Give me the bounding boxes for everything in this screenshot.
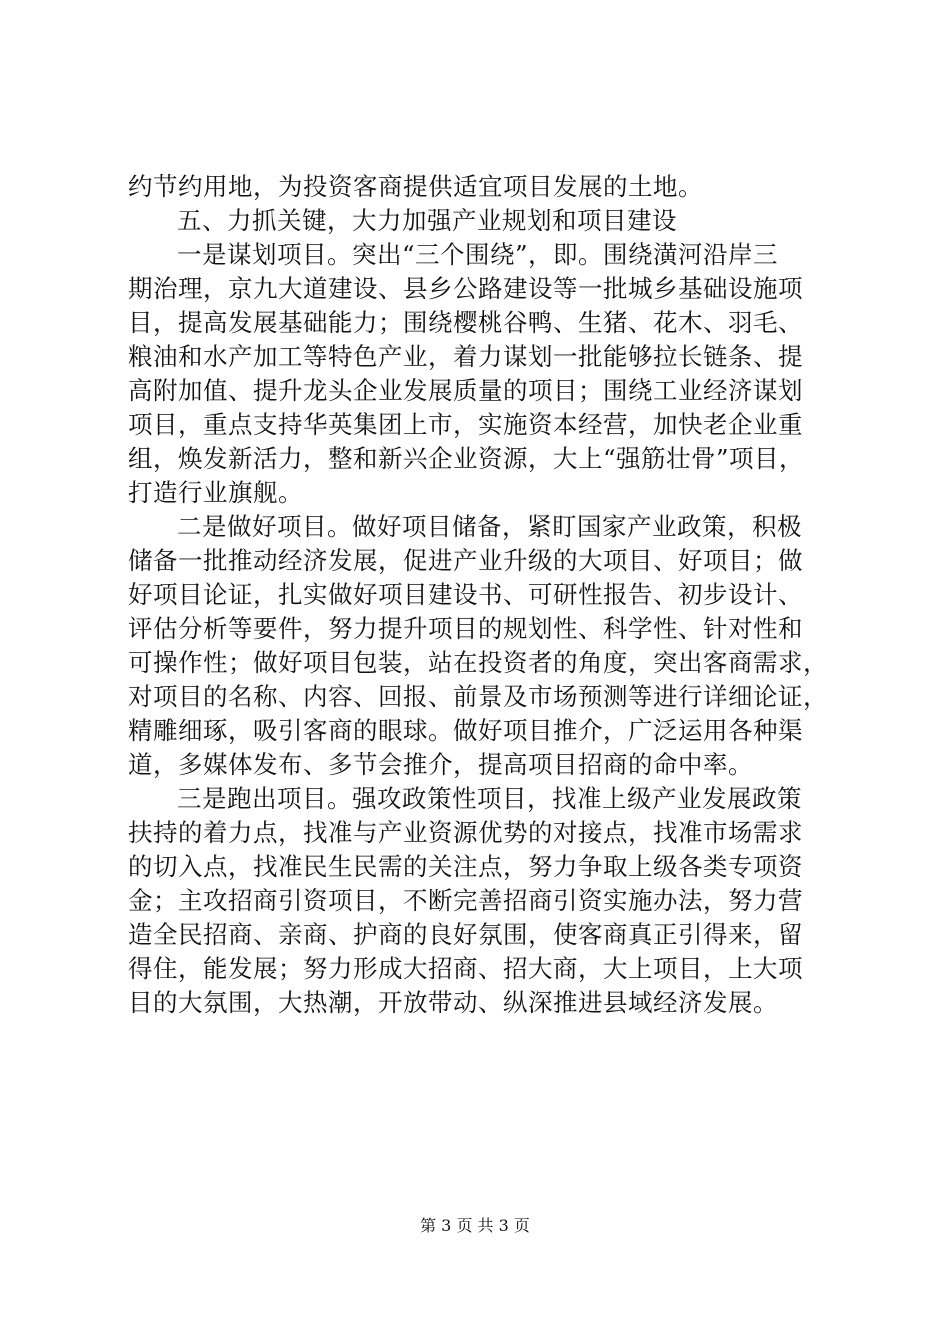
body-line: 期治理，京九大道建设、县乡公路建设等一批城乡基础设施项 — [128, 274, 803, 303]
body-line: 储备一批推动经济发展，促进产业升级的大项目、好项目；做 — [128, 546, 803, 575]
paragraph-start-line: 三是跑出项目。强攻政策性项目，找准上级产业发展政策 — [177, 784, 802, 813]
body-line: 打造行业旗舰。 — [128, 478, 303, 507]
body-line: 项目，重点支持华英集团上市，实施资本经营，加快老企业重 — [128, 410, 803, 439]
document-body — [128, 170, 833, 1020]
body-line: 组，焕发新活力，整和新兴企业资源，大上“强筋壮骨”项目， — [128, 444, 805, 473]
body-line: 得住，能发展；努力形成大招商、招大商，大上项目，上大项 — [128, 954, 803, 983]
body-line: 道，多媒体发布、多节会推介，提高项目招商的命中率。 — [128, 750, 753, 779]
body-line: 好项目论证，扎实做好项目建设书、可研性报告、初步设计、 — [128, 580, 803, 609]
paragraph-start-line: 一是谋划项目。突出“三个围绕”，即。围绕潢河沿岸三 — [177, 240, 779, 269]
body-line: 的切入点，找准民生民需的关注点，努力争取上级各类专项资 — [128, 852, 803, 881]
body-line: 目，提高发展基础能力；围绕樱桃谷鸭、生猪、花木、羽毛、 — [128, 308, 803, 337]
body-line: 对项目的名称、内容、回报、前景及市场预测等进行详细论证， — [128, 682, 828, 711]
body-line: 粮油和水产加工等特色产业，着力谋划一批能够拉长链条、提 — [128, 342, 803, 371]
body-line: 约节约用地，为投资客商提供适宜项目发展的土地。 — [128, 172, 703, 201]
body-line: 造全民招商、亲商、护商的良好氛围，使客商真正引得来，留 — [128, 920, 803, 949]
body-line: 目的大氛围，大热潮，开放带动、纵深推进县域经济发展。 — [128, 988, 778, 1017]
body-line: 精雕细琢，吸引客商的眼球。做好项目推介，广泛运用各种渠 — [128, 716, 803, 745]
body-line: 可操作性；做好项目包装，站在投资者的角度，突出客商需求， — [128, 648, 828, 677]
section-heading: 五、力抓关键，大力加强产业规划和项目建设 — [177, 206, 677, 235]
body-line: 扶持的着力点，找准与产业资源优势的对接点，找准市场需求 — [128, 818, 803, 847]
page-number-footer: 第 3 页 共 3 页 — [420, 1216, 530, 1235]
body-line: 金；主攻招商引资项目，不断完善招商引资实施办法，努力营 — [128, 886, 803, 915]
body-line: 高附加值、提升龙头企业发展质量的项目；围绕工业经济谋划 — [128, 376, 803, 405]
paragraph-start-line: 二是做好项目。做好项目储备，紧盯国家产业政策，积极 — [177, 512, 802, 541]
body-line: 评估分析等要件，努力提升项目的规划性、科学性、针对性和 — [128, 614, 803, 643]
